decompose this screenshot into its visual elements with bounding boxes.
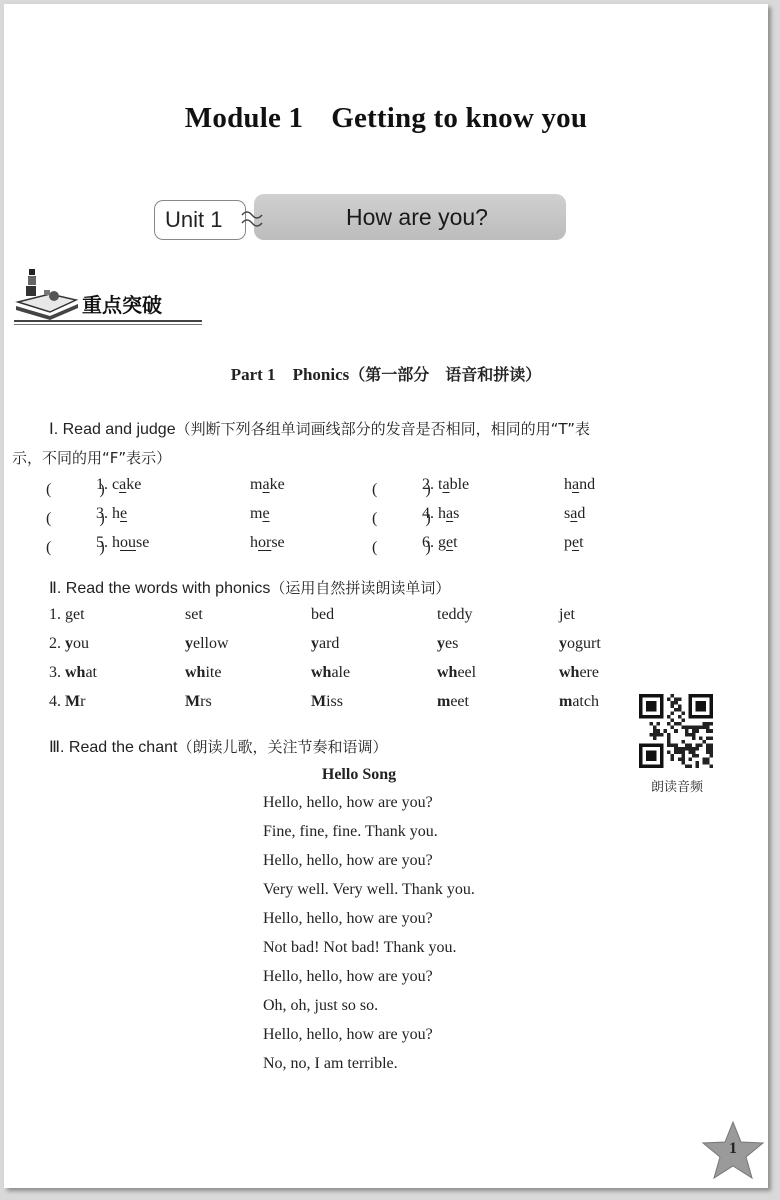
chant-line: Hello, hello, how are you? — [263, 968, 433, 985]
part-name: Phonics — [292, 365, 350, 384]
word-a: 5. house — [96, 534, 150, 551]
exercise1-instruction-line2 — [12, 447, 171, 468]
phonics-word: whale — [311, 664, 351, 681]
chant-line: Not bad! Not bad! Thank you. — [263, 939, 457, 956]
exercise3-instruction — [49, 736, 387, 757]
word-a: 4. has — [422, 505, 460, 522]
module-name: Getting to know you — [331, 102, 588, 134]
wave-decoration-icon — [240, 208, 268, 230]
module-title — [4, 102, 768, 135]
answer-blank[interactable]: ( ) — [46, 539, 105, 556]
book-blocks-icon — [10, 266, 82, 322]
unit-title: How are you? — [346, 204, 488, 230]
answer-blank[interactable]: ( ) — [372, 539, 431, 556]
chant-line: Hello, hello, how are you? — [263, 794, 433, 811]
exercise3-title: . Read the chant — [60, 739, 178, 756]
phonics-word: yogurt — [559, 635, 601, 652]
song-title: Hello Song — [321, 766, 397, 783]
workbook-page — [4, 4, 768, 1188]
phonics-word: meet — [437, 693, 469, 710]
word-b: make — [250, 476, 285, 493]
phonics-word: match — [559, 693, 599, 710]
chant-line: Hello, hello, how are you? — [263, 1026, 433, 1043]
exercise2-number: Ⅱ — [49, 580, 57, 597]
word-b: hand — [564, 476, 596, 493]
exercise2-instruction-cn: （运用自然拼读朗读单词） — [270, 579, 451, 597]
answer-blank[interactable]: ( ) — [46, 481, 105, 498]
unit-label-pill — [154, 200, 246, 240]
word-b: me — [250, 505, 270, 522]
exercise1-instruction-cn-2: 示，不同的用“F”表示） — [12, 449, 172, 467]
exercise3-number: Ⅲ — [49, 739, 61, 756]
phonics-word: bed — [311, 606, 335, 623]
exercise1-number: Ⅰ — [49, 421, 54, 438]
word-a: 2. table — [422, 476, 470, 493]
phonics-word: 2. you — [49, 635, 89, 652]
phonics-word: yes — [437, 635, 459, 652]
answer-blank[interactable]: ( ) — [372, 481, 431, 498]
exercise1-instruction-cn: （判断下列各组单词画线部分的发音是否相同，相同的用“T”表 — [175, 420, 590, 438]
phonics-word: wheel — [437, 664, 477, 681]
phonics-word: 1. get — [49, 606, 85, 623]
chant-line: Hello, hello, how are you? — [263, 910, 433, 927]
part-label: Part 1 — [230, 365, 276, 384]
chant-line: Very well. Very well. Thank you. — [263, 881, 475, 898]
word-a: 6. get — [422, 534, 458, 551]
phonics-word: white — [185, 664, 222, 681]
qr-code-icon[interactable] — [639, 694, 713, 768]
phonics-word: jet — [559, 606, 575, 623]
chant-line: Fine, fine, fine. Thank you. — [263, 823, 438, 840]
phonics-word: where — [559, 664, 599, 681]
module-label: Module 1 — [184, 102, 304, 134]
exercise2-instruction — [49, 577, 450, 598]
word-b: sad — [564, 505, 586, 522]
phonics-word: 3. what — [49, 664, 97, 681]
chant-line: No, no, I am terrible. — [263, 1055, 398, 1072]
exercise1-title: . Read and judge — [53, 421, 176, 438]
chant-line: Oh, oh, just so so. — [263, 997, 379, 1014]
word-a: 3. he — [96, 505, 128, 522]
unit-title-bar — [254, 194, 566, 240]
exercise1-instruction — [49, 418, 729, 439]
phonics-word: yard — [311, 635, 340, 652]
answer-blank[interactable]: ( ) — [372, 510, 431, 527]
phonics-word: teddy — [437, 606, 473, 623]
chant-line: Hello, hello, how are you? — [263, 852, 433, 869]
section-divider-thin — [14, 324, 202, 325]
section-divider — [14, 320, 202, 322]
section-heading: 重点突破 — [82, 293, 162, 317]
phonics-word: yellow — [185, 635, 229, 652]
phonics-word: 4. Mr — [49, 693, 86, 710]
part-title — [4, 362, 768, 385]
qr-label: 朗读音频 — [650, 780, 703, 795]
phonics-word: Mrs — [185, 693, 212, 710]
word-a: 1. cake — [96, 476, 142, 493]
phonics-word: Miss — [311, 693, 344, 710]
exercise3-instruction-cn: （朗读儿歌，关注节奏和语调） — [177, 738, 388, 756]
answer-blank[interactable]: ( ) — [46, 510, 105, 527]
unit-label: Unit 1 — [165, 207, 223, 232]
part-cn-title: （第一部分 语音和拼读） — [349, 365, 542, 384]
word-b: pet — [564, 534, 584, 551]
page-number: 1 — [729, 1140, 737, 1157]
exercise2-title: . Read the words with phonics — [56, 580, 271, 597]
word-b: horse — [250, 534, 285, 551]
phonics-word: set — [185, 606, 203, 623]
